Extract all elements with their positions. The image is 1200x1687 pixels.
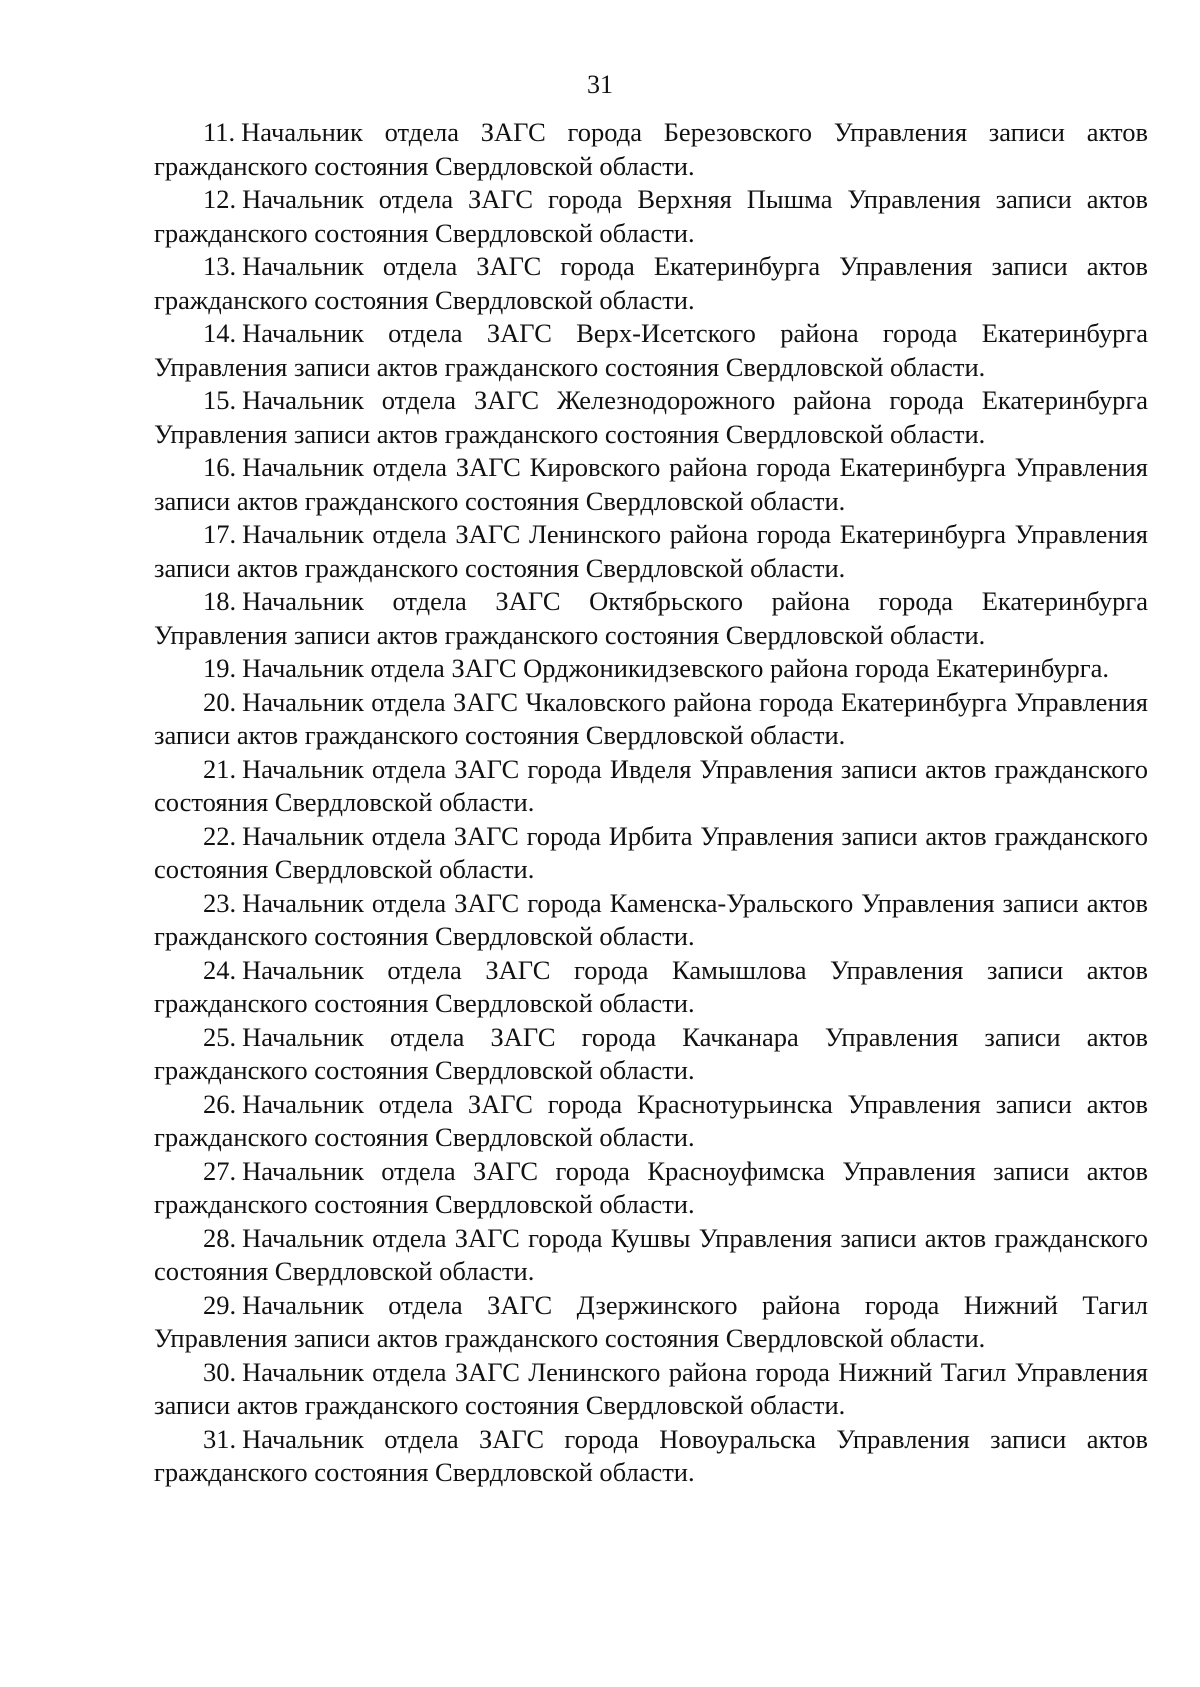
item-text: Начальник отдела ЗАГС города Екатеринбурга Управления записи актов гражданского состояния Свердловской области. xyxy=(154,251,1148,315)
item-number: 28. xyxy=(203,1222,237,1253)
item-number: 21. xyxy=(203,753,237,784)
item-number: 25. xyxy=(203,1021,237,1052)
list-item xyxy=(154,585,1148,652)
item-text: Начальник отдела ЗАГС города Верхняя Пышма Управления записи актов гражданского состояния Свердловской области. xyxy=(154,184,1148,248)
item-text: Начальник отдела ЗАГС Железнодорожного района города Екатеринбурга Управления записи актов гражданского состояния Свердловской области. xyxy=(154,385,1148,449)
list-item xyxy=(154,1289,1148,1356)
list-item xyxy=(154,250,1148,317)
list-items xyxy=(154,116,1148,1490)
item-text: Начальник отдела ЗАГС города Ивделя Управления записи актов гражданского состояния Свердловской области. xyxy=(154,753,1148,817)
list-item xyxy=(154,518,1148,585)
item-text: Начальник отдела ЗАГС города Кушвы Управления записи актов гражданского состояния Свердловской области. xyxy=(154,1222,1148,1286)
list-item xyxy=(154,820,1148,887)
list-item xyxy=(154,451,1148,518)
item-text: Начальник отдела ЗАГС Октябрьского района города Екатеринбурга Управления записи актов гражданского состояния Свердловской области. xyxy=(154,586,1148,650)
item-number: 29. xyxy=(203,1289,237,1320)
item-number: 17. xyxy=(203,519,237,549)
list-item xyxy=(154,1356,1148,1423)
item-text: Начальник отдела ЗАГС города Краснотурьинска Управления записи актов гражданского состояния Свердловской области. xyxy=(154,1088,1148,1152)
item-text: Начальник отдела ЗАГС города Березовского Управления записи актов гражданского состояния Свердловской области. xyxy=(154,117,1148,181)
list-item xyxy=(154,652,1148,686)
list-item xyxy=(154,317,1148,384)
item-text: Начальник отдела ЗАГС Орджоникидзевского района города Екатеринбурга. xyxy=(242,653,1109,683)
item-text: Начальник отдела ЗАГС Ленинского района города Нижний Тагил Управления записи актов гражданского состояния Свердловской области. xyxy=(154,1356,1148,1420)
page-number: 31 xyxy=(587,70,613,99)
item-text: Начальник отдела ЗАГС Чкаловского района города Екатеринбурга Управления записи актов гражданского состояния Свердловской области. xyxy=(154,686,1148,750)
item-text: Начальник отдела ЗАГС Ленинского района города Екатеринбурга Управления записи актов гражданского состояния Свердловской области. xyxy=(154,519,1148,583)
item-number: 30. xyxy=(203,1356,237,1387)
list-item xyxy=(154,384,1148,451)
item-number: 24. xyxy=(203,954,237,985)
item-number: 22. xyxy=(203,820,237,851)
item-text: Начальник отдела ЗАГС Кировского района города Екатеринбурга Управления записи актов гражданского состояния Свердловской области. xyxy=(154,452,1148,516)
item-text: Начальник отдела ЗАГС города Новоуральска Управления записи актов гражданского состояния Свердловской области. xyxy=(154,1423,1148,1487)
item-number: 31. xyxy=(203,1423,237,1454)
list-item xyxy=(154,1222,1148,1289)
item-text: Начальник отдела ЗАГС Верх-Исетского района города Екатеринбурга Управления записи актов гражданского состояния Свердловской области. xyxy=(154,318,1148,382)
item-text: Начальник отдела ЗАГС Дзержинского района города Нижний Тагил Управления записи актов гражданского состояния Свердловской области. xyxy=(154,1289,1148,1353)
list-item xyxy=(154,1088,1148,1155)
item-text: Начальник отдела ЗАГС города Качканара Управления записи актов гражданского состояния Свердловской области. xyxy=(154,1021,1148,1085)
list-item xyxy=(154,1423,1148,1490)
item-number: 19. xyxy=(203,653,237,683)
item-number: 12. xyxy=(203,184,237,214)
item-text: Начальник отдела ЗАГС города Ирбита Управления записи актов гражданского состояния Свердловской области. xyxy=(154,820,1148,884)
list-item xyxy=(154,116,1148,183)
item-number: 16. xyxy=(203,452,237,482)
item-number: 20. xyxy=(203,686,237,717)
list-item xyxy=(154,887,1148,954)
item-text: Начальник отдела ЗАГС города Камышлова Управления записи актов гражданского состояния Свердловской области. xyxy=(154,954,1148,1018)
list-item xyxy=(154,1021,1148,1088)
item-number: 26. xyxy=(203,1088,237,1119)
item-text: Начальник отдела ЗАГС города Красноуфимска Управления записи актов гражданского состояния Свердловской области. xyxy=(154,1155,1148,1219)
item-number: 27. xyxy=(203,1155,237,1186)
item-number: 23. xyxy=(203,887,237,918)
item-number: 13. xyxy=(203,251,237,281)
item-number: 11. xyxy=(203,117,236,147)
list-item xyxy=(154,183,1148,250)
item-number: 15. xyxy=(203,385,237,415)
list-item xyxy=(154,1155,1148,1222)
list-item xyxy=(154,954,1148,1021)
item-number: 18. xyxy=(203,586,237,616)
list-item xyxy=(154,753,1148,820)
item-number: 14. xyxy=(203,318,237,348)
list-item xyxy=(154,686,1148,753)
item-text: Начальник отдела ЗАГС города Каменска-Уральского Управления записи актов гражданского состояния Свердловской области. xyxy=(154,887,1148,951)
